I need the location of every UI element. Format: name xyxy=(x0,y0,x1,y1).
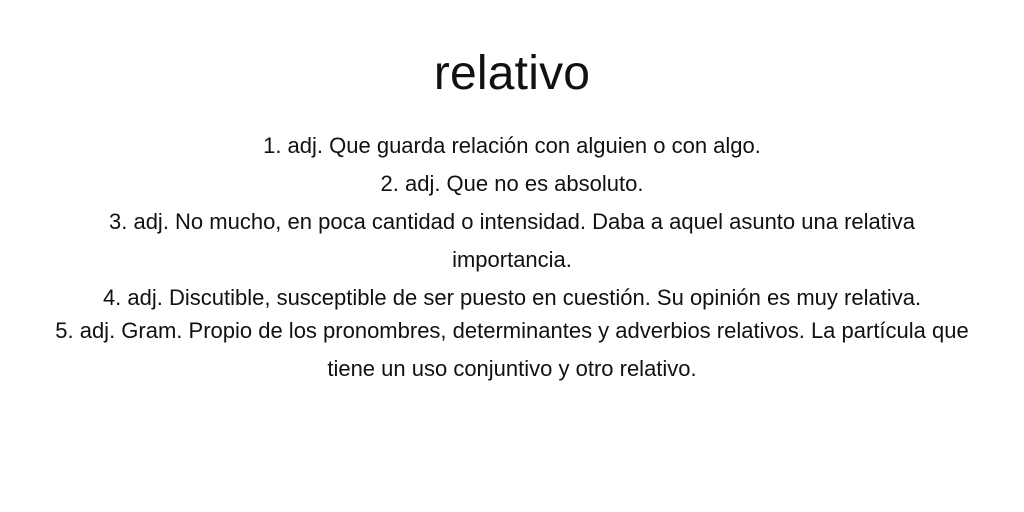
definition-5: 5. adj. Gram. Propio de los pronombres, determinantes y adverbios relativos. La partícula que tiene un uso conjuntivo y otro relativo. xyxy=(55,318,969,381)
definition-1: 1. adj. Que guarda relación con alguien o con algo. xyxy=(263,133,761,158)
definition-3: 3. adj. No mucho, en poca cantidad o intensidad. Daba a aquel asunto una relativa importancia. xyxy=(109,209,915,272)
definition-list xyxy=(40,127,984,388)
headword: relativo xyxy=(433,47,591,100)
definition-2: 2. adj. Que no es absoluto. xyxy=(380,171,644,196)
definition-4: 4. adj. Discutible, susceptible de ser puesto en cuestión. Su opinión es muy relativa. xyxy=(102,285,922,310)
